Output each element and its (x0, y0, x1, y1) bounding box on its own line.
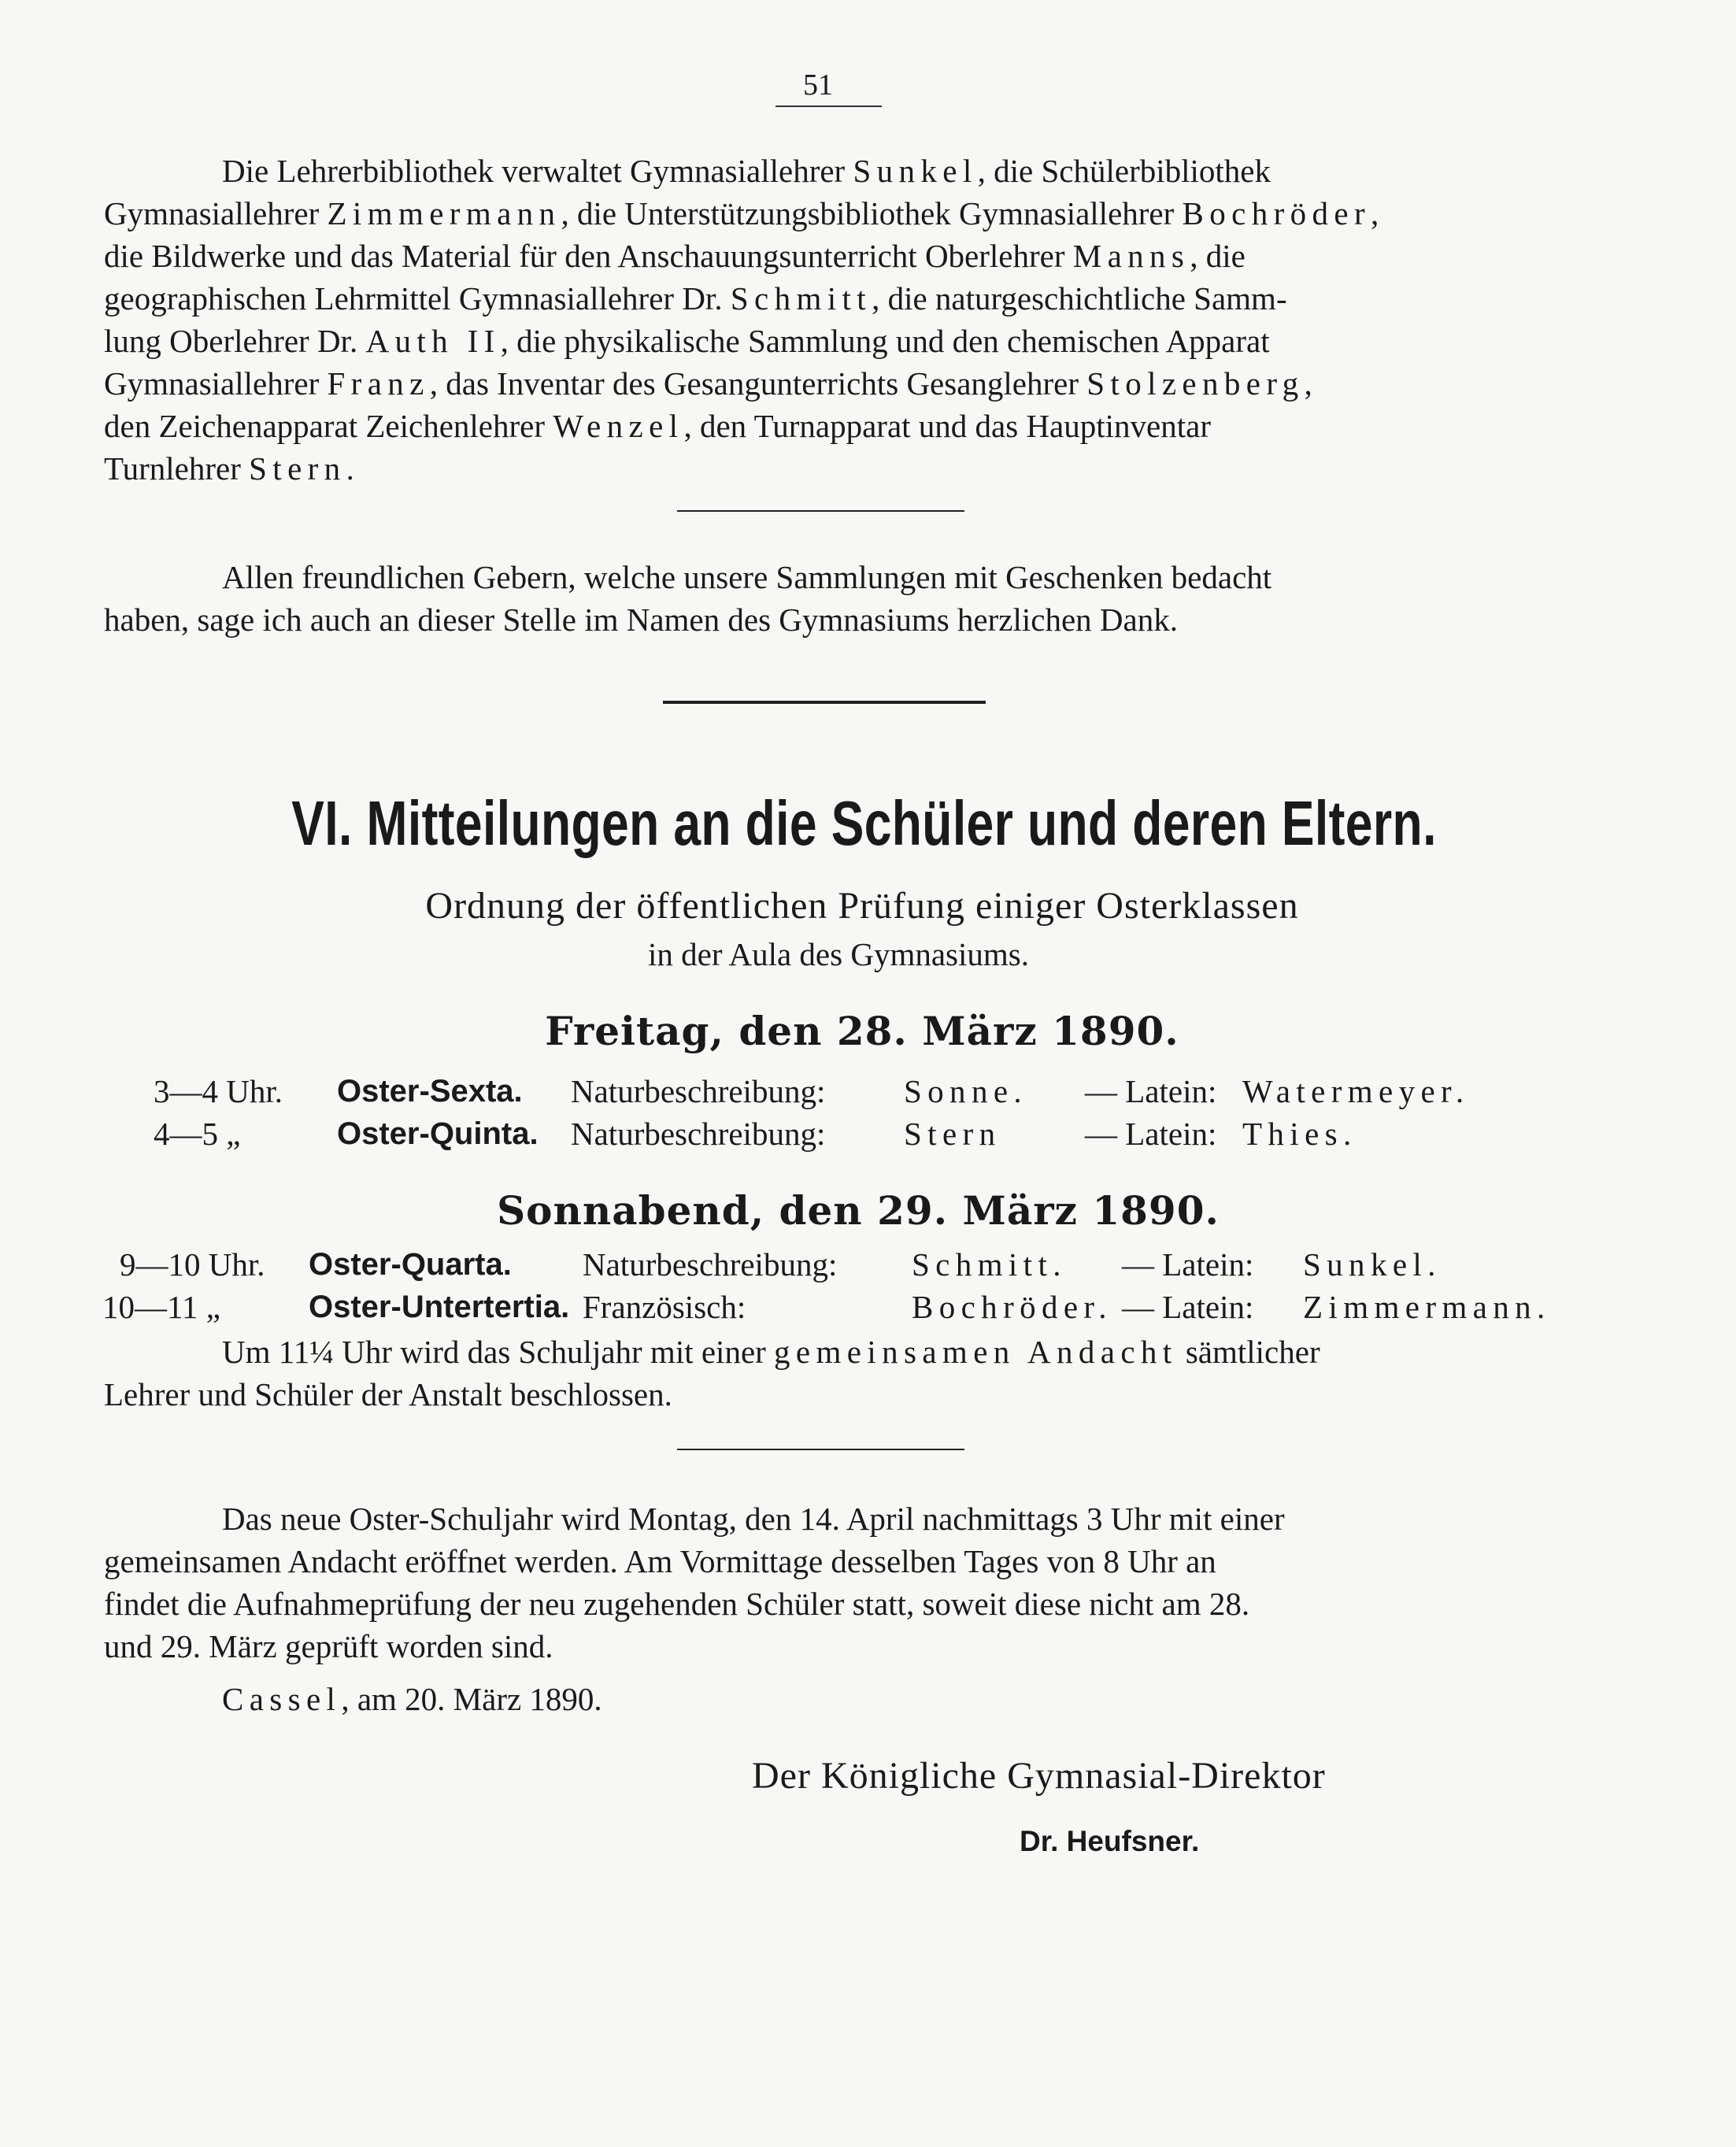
teacher: Bochröder. (912, 1289, 1112, 1325)
latin-label: — Latein: (1085, 1073, 1217, 1109)
time-slot: 3—4 Uhr. (154, 1073, 283, 1109)
text-line (104, 277, 1545, 320)
text-run: sämtlicher (1185, 1334, 1320, 1370)
section-separator-rule (663, 701, 986, 704)
text-run: , (1304, 365, 1312, 402)
text-line: gemeinsamen Andacht eröffnet werden. Am Vormittage desselben Tages von 8 Uhr an (104, 1543, 1216, 1579)
text-run: geographischen Lehrmittel Gymnasiallehrer Dr. (104, 280, 723, 316)
exam-order-title: Ordnung der öffentlichen Prüfung einiger Osterklassen (425, 885, 1299, 927)
latin-teacher: Watermeyer. (1242, 1073, 1470, 1109)
latin-teacher: Zimmermann. (1303, 1289, 1551, 1325)
text-run: , die (1190, 238, 1246, 274)
latin-label: — Latein: (1085, 1116, 1217, 1152)
text-line (104, 447, 1545, 490)
class-name: Oster-Quarta. (309, 1247, 512, 1282)
time-slot: 9—10 Uhr. (120, 1246, 265, 1283)
section-heading: VI. Mitteilungen an die Schüler und deren Eltern. (291, 788, 1437, 858)
text-line (222, 150, 1545, 192)
text-run: , das Inventar des Gesangunterrichts Gesanglehrer (429, 365, 1079, 402)
text-run: Um 11¼ Uhr wird das Schuljahr mit einer (222, 1334, 766, 1370)
text-line (104, 405, 1545, 447)
text-run: , den Turnapparat und das Hauptinventar (683, 408, 1211, 444)
text-line: und 29. März geprüft worden sind. (104, 1628, 553, 1664)
person-name: Auth II (365, 323, 501, 359)
text-line (104, 192, 1545, 235)
separator-rule (677, 510, 964, 512)
place-name: Cassel (222, 1681, 342, 1717)
time-slot: 10—11 „ (102, 1289, 220, 1325)
page-number: 51 (803, 68, 833, 102)
text-run: . (346, 450, 354, 487)
emphasis-text: gemeinsamen Andacht (774, 1334, 1178, 1370)
text-run: den Zeichenapparat Zeichenlehrer (104, 408, 545, 444)
latin-teacher: Sunkel. (1303, 1246, 1442, 1283)
person-name: Stolzenberg (1086, 365, 1305, 402)
text-run: Gymnasiallehrer (104, 365, 320, 402)
person-name: Bochröder (1182, 195, 1371, 231)
latin-teacher: Thies. (1242, 1116, 1357, 1152)
person-name: Manns (1072, 238, 1190, 274)
person-name: Schmitt (730, 280, 872, 316)
text-run: Die Lehrerbibliothek verwaltet Gymnasiallehrer (222, 153, 846, 189)
text-line (104, 320, 1545, 362)
place-date-line (222, 1680, 602, 1718)
text-line (104, 235, 1545, 277)
subject: Naturbeschreibung: (571, 1116, 826, 1152)
teacher: Sonne. (904, 1073, 1028, 1109)
text-run: lung Oberlehrer Dr. (104, 323, 358, 359)
text-line: Das neue Oster-Schuljahr wird Montag, den 14. April nachmittags 3 Uhr mit einer (222, 1501, 1285, 1537)
text-run: , die Unterstützungsbibliothek Gymnasiallehrer (561, 195, 1175, 231)
person-name: Sunkel (853, 153, 978, 189)
class-name: Oster-Untertertia. (309, 1290, 570, 1324)
day-heading-saturday: Sonnabend, den 29. März 1890. (497, 1187, 1220, 1234)
signature-title: Der Königliche Gymnasial-Direktor (752, 1755, 1326, 1797)
teacher: Stern (904, 1116, 1001, 1152)
text-run: , (1371, 195, 1379, 231)
latin-label: — Latein: (1122, 1246, 1254, 1283)
latin-label: — Latein: (1122, 1289, 1254, 1325)
person-name: Stern (249, 450, 346, 487)
person-name: Franz (327, 365, 430, 402)
date-text: , am 20. März 1890. (341, 1681, 602, 1717)
exam-location: in der Aula des Gymnasiums. (648, 936, 1029, 972)
text-run: die Bildwerke und das Material für den Anschauungsunterricht Oberlehrer (104, 238, 1065, 274)
time-slot: 4—5 „ (154, 1116, 241, 1152)
text-line: Allen freundlichen Gebern, welche unsere Sammlungen mit Geschenken bedacht (222, 559, 1272, 595)
text-run: , die physikalische Sammlung und den chemischen Apparat (500, 323, 1270, 359)
text-run: , die naturgeschichtliche Samm- (872, 280, 1287, 316)
text-line: haben, sage ich auch an dieser Stelle im Namen des Gymnasiums herzlichen Dank. (104, 602, 1178, 638)
separator-rule (677, 1449, 964, 1450)
text-run: , die Schülerbibliothek (977, 153, 1271, 189)
subject: Naturbeschreibung: (571, 1073, 826, 1109)
subject: Französisch: (583, 1289, 746, 1325)
text-run: Turnlehrer (104, 450, 241, 487)
person-name: Wenzel (553, 408, 684, 444)
subject: Naturbeschreibung: (583, 1246, 838, 1283)
day-heading-friday: Freitag, den 28. März 1890. (545, 1008, 1179, 1054)
text-line (222, 1331, 1545, 1373)
teacher: Schmitt. (912, 1246, 1067, 1283)
text-line: Lehrer und Schüler der Anstalt beschlossen. (104, 1376, 672, 1412)
page-number-rule (775, 105, 882, 107)
person-name: Zimmermann (327, 195, 561, 231)
text-run: Gymnasiallehrer (104, 195, 320, 231)
class-name: Oster-Sexta. (337, 1074, 523, 1109)
text-line: findet die Aufnahmeprüfung der neu zugehenden Schüler statt, soweit diese nicht am 28. (104, 1586, 1250, 1622)
signature-name: Dr. Heufsner. (1020, 1825, 1200, 1857)
class-name: Oster-Quinta. (337, 1116, 539, 1151)
text-line (104, 362, 1545, 405)
